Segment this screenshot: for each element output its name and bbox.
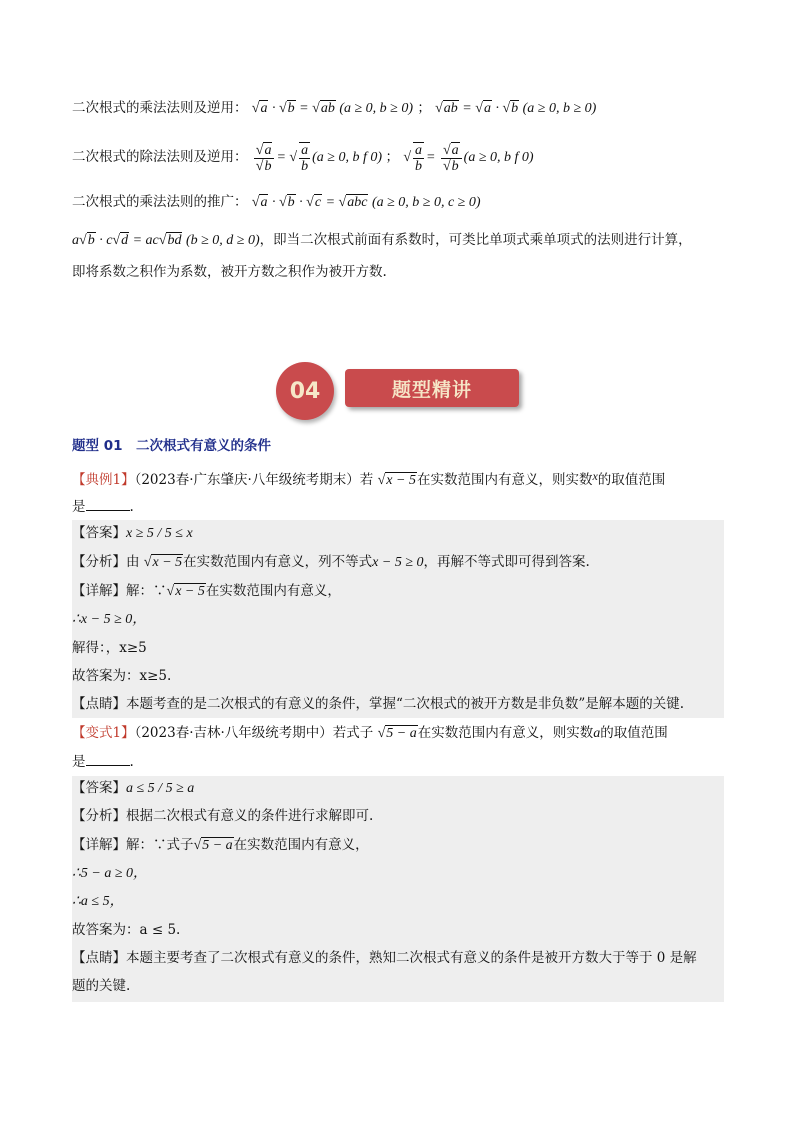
example1-comment-label: 【点睛】 xyxy=(72,696,126,712)
example1-tag: 【典例1】 xyxy=(72,472,135,488)
variant1-detail-label: 【详解】 xyxy=(72,837,126,853)
example1-analysis-ineq: x − 5 ≥ 0 xyxy=(372,555,424,570)
example1-detail-post: 在实数范围内有意义， xyxy=(205,583,341,599)
example1-analysis xyxy=(72,552,590,573)
variant1-answer-label: 【答案】 xyxy=(72,780,126,796)
rule-division: 二次根式的除法法则及逆用： $\frac{√a}{√b}$ = √ $\frac{a}{b}$ (a ≥ 0, b f 0) ； √ $\frac{a}{b}$ = $\frac{√a}{√b}$ (a ≥ 0, b f 0) xyxy=(72,142,534,174)
example1-line2 xyxy=(72,496,134,517)
rule-multiplication: 二次根式的乘法法则及逆用： √a · √b = √ab (a ≥ 0, b ≥ 0) ； √ab = √a · √b (a ≥ 0, b ≥ 0) xyxy=(72,100,597,116)
rule-mult-formula: √a · √b = √ab (a ≥ 0, b ≥ 0) xyxy=(251,101,414,116)
example1-question xyxy=(72,466,665,491)
example1-var: x xyxy=(592,469,598,483)
rule-div-formula: $\frac{√a}{√b}$ = √ $\frac{a}{b}$ (a ≥ 0, b f 0) xyxy=(255,142,386,174)
variant1-line2-end: . xyxy=(129,754,134,770)
variant1-source: （2023春·吉林·八年级统考期中）若式子 xyxy=(134,725,374,741)
rule-coef-formula: a√b · c√d = ac√bd (b ≥ 0, d ≥ 0) xyxy=(72,233,260,248)
rule-div-label: 二次根式的除法法则及逆用： xyxy=(72,149,248,166)
example1-step1: ∴x − 5 ≥ 0， xyxy=(72,612,147,627)
example1-comment xyxy=(72,694,684,714)
variant1-answer xyxy=(72,778,194,799)
example1-detail-radical: √x − 5 xyxy=(166,584,205,599)
variant1-text: 在实数范围内有意义，则实数 xyxy=(417,725,594,741)
variant1-comment-text2: 题的关键. xyxy=(72,978,131,994)
rule-coef-text: ，即当二次根式前面有系数时，可类比单项式乘单项式的法则进行计算， xyxy=(259,232,692,248)
variant1-detail-pre: 解：∵式子 xyxy=(126,837,194,853)
example1-analysis-post: 在实数范围内有意义，列不等式 xyxy=(183,554,373,570)
example1-analysis-end: ，再解不等式即可得到答案. xyxy=(423,554,590,570)
variant1-answer-value: a ≤ 5 / 5 ≥ a xyxy=(126,781,195,796)
variant1-question xyxy=(72,723,668,744)
variant1-analysis-label: 【分析】 xyxy=(72,808,126,824)
rule-coefficient xyxy=(72,230,692,251)
variant1-answer-blank xyxy=(86,751,130,766)
variant1-tag: 【变式1】 xyxy=(72,725,135,741)
variant1-step2: ∴a ≤ 5， xyxy=(72,894,124,909)
example1-text-end: 的取值范围 xyxy=(597,472,666,488)
section-number-badge: 04 xyxy=(276,362,334,420)
variant1-line2 xyxy=(72,751,134,772)
variant1-line2-text: 是 xyxy=(72,754,86,770)
example1-detail-label: 【详解】 xyxy=(72,583,126,599)
variant1-var: a xyxy=(593,726,601,741)
example1-analysis-pre: 由 xyxy=(126,554,140,570)
example1-solution-box xyxy=(72,520,724,718)
variant1-comment-label: 【点睛】 xyxy=(72,950,126,966)
example1-step3: 故答案为：x≥5. xyxy=(72,668,172,684)
example1-detail xyxy=(72,581,341,602)
variant1-analysis xyxy=(72,806,373,826)
example1-comment-text: 本题考查的是二次根式的有意义的条件，掌握“二次根式的被开方数是非负数”是解本题的关键. xyxy=(126,696,685,712)
variant1-analysis-text: 根据二次根式有意义的条件进行求解即可. xyxy=(126,808,374,824)
example1-step2: 解得：，x≥5 xyxy=(72,640,147,656)
variant1-step3: 故答案为：a ≤ 5. xyxy=(72,922,181,938)
example1-answer-label: 【答案】 xyxy=(72,525,126,541)
variant1-comment xyxy=(72,948,697,968)
question-type-title: 题型 01 二次根式有意义的条件 xyxy=(72,438,271,454)
section-banner-title: 题型精讲 xyxy=(345,369,519,407)
example1-line2-text: 是 xyxy=(72,499,86,515)
example1-answer-value: x ≥ 5 / 5 ≤ x xyxy=(126,526,193,541)
example1-analysis-radical: √x − 5 xyxy=(143,555,183,570)
variant1-step1: ∴5 − a ≥ 0， xyxy=(72,866,148,881)
variant1-detail xyxy=(72,835,369,856)
example1-line2-end: . xyxy=(129,499,134,515)
example1-source: （2023春·广东肇庆·八年级统考期末）若 xyxy=(134,472,374,488)
example1-detail-pre: 解：∵ xyxy=(126,583,167,599)
variant1-radical: √5 − a xyxy=(377,726,417,741)
rule-div-inverse-formula: √ $\frac{a}{b}$ = $\frac{√a}{√b}$ (a ≥ 0, b f 0) xyxy=(403,142,534,174)
variant1-detail-post: 在实数范围内有意义， xyxy=(233,837,369,853)
variant1-text-end: 的取值范围 xyxy=(600,725,668,741)
variant1-detail-radical: √5 − a xyxy=(193,838,233,853)
rule-ext-formula: √a · √b · √c = √abc (a ≥ 0, b ≥ 0, c ≥ 0) xyxy=(251,195,481,210)
rule-ext-label: 二次根式的乘法法则的推广： xyxy=(72,194,248,210)
example1-radical: √x − 5 xyxy=(377,473,416,488)
variant1-comment-text: 本题主要考查了二次根式有意义的条件，熟知二次根式有意义的条件是被开方数大于等于 0 是解 xyxy=(126,950,697,966)
example1-text: 在实数范围内有意义，则实数 xyxy=(416,472,593,488)
rule-mult-inverse-formula: √ab = √a · √b (a ≥ 0, b ≥ 0) xyxy=(435,101,597,116)
example1-analysis-label: 【分析】 xyxy=(72,554,126,570)
rule-extension xyxy=(72,192,481,213)
rule-coef-text2: 即将系数之积作为系数，被开方数之积作为被开方数. xyxy=(72,264,387,280)
rule-mult-label: 二次根式的乘法法则及逆用： xyxy=(72,100,248,116)
example1-answer-blank xyxy=(86,496,130,511)
example1-answer xyxy=(72,523,193,544)
